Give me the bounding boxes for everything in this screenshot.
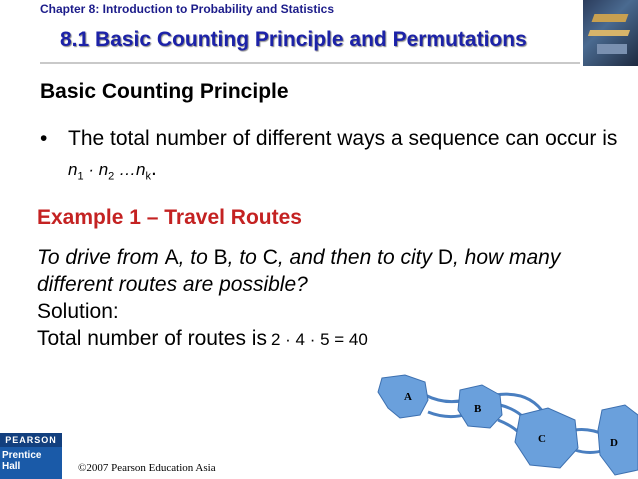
region-a <box>378 375 428 418</box>
map-label-d: D <box>610 437 618 449</box>
section-title: 8.1 Basic Counting Principle and Permutations <box>60 28 527 51</box>
copyright-text: ©2007 Pearson Education Asia <box>78 462 216 474</box>
route-map <box>370 370 638 479</box>
example-question: To drive from A, to B, to C, and then to city D, how many different routes are possible? <box>37 246 561 296</box>
region-d <box>598 405 638 475</box>
bullet-point: • The total number of different ways a sequence can occur is $n_1 \cdot n_2$ $\dots n_k$. <box>40 124 630 191</box>
bullet-dot-icon: • <box>40 127 48 150</box>
total-line <box>37 325 368 353</box>
total-formula: 2 · 4 · 5 = 40 <box>270 330 368 349</box>
example-title: Example 1 – Travel Routes <box>37 206 302 229</box>
total-text: Total number of routes is <box>37 327 267 350</box>
region-c <box>515 408 578 468</box>
map-label-b: B <box>474 403 482 415</box>
title-divider <box>40 62 580 64</box>
map-label-a: A <box>404 391 412 403</box>
subheading: Basic Counting Principle <box>40 80 289 103</box>
bullet-formula: $n_1 \cdot n_2$ $\dots n_k$ <box>68 160 151 183</box>
imprint-logo: Prentice Hall <box>2 450 42 472</box>
bullet-text: The total number of different ways a sequence can occur is <box>68 127 618 150</box>
map-label-c: C <box>538 433 546 445</box>
publisher-name: PEARSON <box>0 433 62 447</box>
solution-label: Solution: <box>37 300 119 323</box>
chapter-title: Chapter 8: Introduction to Probability and Statistics <box>40 2 335 16</box>
book-cover-image <box>583 0 638 66</box>
